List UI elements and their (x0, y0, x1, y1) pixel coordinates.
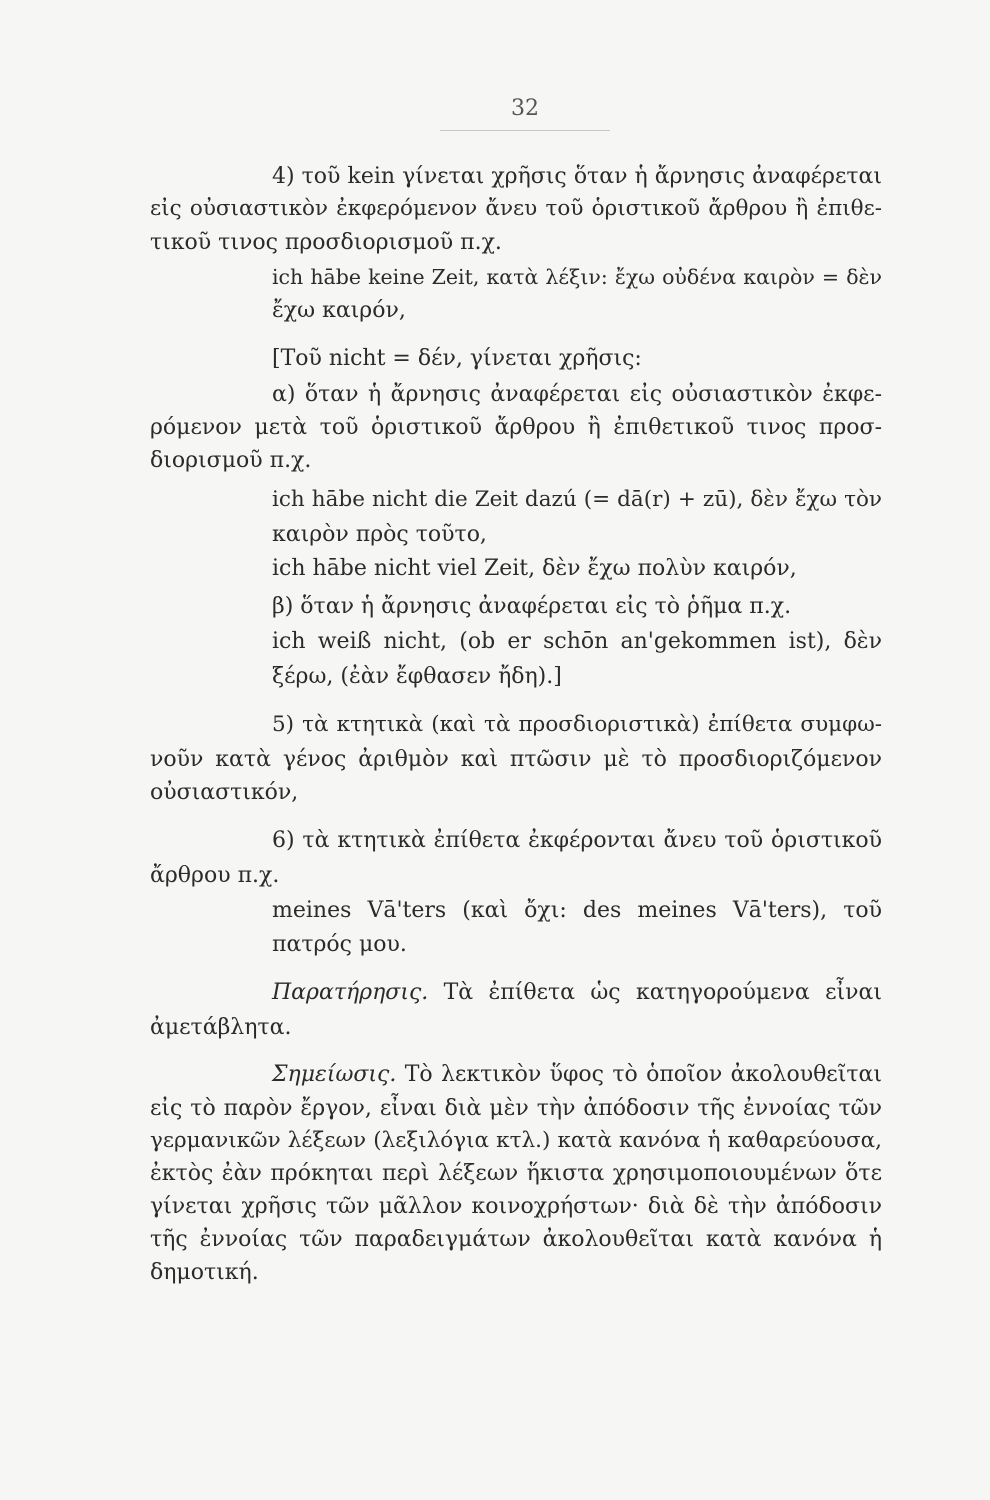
text-line: ich hābe keine Zeit, κατὰ λέξιν: ἔχω οὐδένα καιρὸν = δὲν (272, 265, 882, 289)
text-line: νοῦν κατὰ γένος ἀριθμὸν καὶ πτῶσιν μὲ τὸ προσδιοριζόμενον (150, 747, 882, 772)
text-line: β) ὅταν ἡ ἄρνησις ἀναφέρεται εἰς τὸ ῥῆμα π.χ. (272, 594, 792, 619)
text-line: ἄρθρου π.χ. (150, 863, 280, 888)
text-line: meines Vā'ters (καὶ ὄχι: des meines Vā'ters), τοῦ (272, 898, 882, 923)
text-line: Σημείωσις. Τὸ λεκτικὸν ὕφος τὸ ὁποῖον ἀκολουθεῖται (272, 1062, 882, 1087)
page-number: 32 (511, 96, 539, 121)
text-line: καιρὸν πρὸς τοῦτο, (272, 522, 487, 547)
text-line: τικοῦ τινος προσδιορισμοῦ π.χ. (150, 230, 502, 255)
text-line: ich weiß nicht, (ob er schōn an'gekommen ist), δὲν (272, 629, 882, 654)
remark-label: Παρατήρησις. (272, 980, 429, 1005)
text-line: α) ὅταν ἡ ἄρνησις ἀναφέρεται εἰς οὐσιαστικὸν ἐκφε- (272, 382, 882, 407)
text-line: ἀμετάβλητα. (150, 1015, 292, 1040)
text-line: δημοτική. (150, 1260, 259, 1285)
text-line: ich hābe nicht die Zeit dazú (= dā(r) + zū), δὲν ἔχω τὸν (272, 487, 882, 512)
text-line: γερμανικῶν λέξεων (λεξιλόγια κτλ.) κατὰ κανόνα ἡ καθαρεύουσα, (150, 1128, 882, 1153)
text-line: εἰς οὐσιαστικὸν ἐκφερόμενον ἄνευ τοῦ ὁριστικοῦ ἄρθρου ἢ ἐπιθε- (150, 196, 882, 221)
text-line: διορισμοῦ π.χ. (150, 448, 312, 473)
text-line: ρόμενον μετὰ τοῦ ὁριστικοῦ ἄρθρου ἢ ἐπιθετικοῦ τινος προσ- (150, 415, 882, 440)
text-line: 5) τὰ κτητικὰ (καὶ τὰ προσδιοριστικὰ) ἐπίθετα συμφω- (272, 712, 882, 737)
text-line: 4) τοῦ kein γίνεται χρῆσις ὅταν ἡ ἄρνησις ἀναφέρεται (272, 164, 882, 189)
text-line: Παρατήρησις. Τὰ ἐπίθετα ὡς κατηγορούμενα εἶναι (272, 980, 882, 1005)
text-line: οὐσιαστικόν, (150, 780, 299, 805)
header-rule (440, 130, 610, 131)
text-line: τῆς ἐννοίας τῶν παραδειγμάτων ἀκολουθεῖται κατὰ κανόνα ἡ (150, 1227, 882, 1252)
text-line: 6) τὰ κτητικὰ ἐπίθετα ἐκφέρονται ἄνευ τοῦ ὁριστικοῦ (272, 828, 882, 853)
text-line: εἰς τὸ παρὸν ἔργον, εἶναι διὰ μὲν τὴν ἀπόδοσιν τῆς ἐννοίας τῶν (150, 1096, 882, 1121)
note-label: Σημείωσις. (272, 1062, 397, 1087)
text-line: ξέρω, (ἐὰν ἔφθασεν ἤδη).] (272, 664, 562, 689)
text-line: ἔχω καιρόν, (272, 298, 406, 323)
text-line: ich hābe nicht viel Zeit, δὲν ἔχω πολὺν καιρόν, (272, 556, 797, 581)
text-line: ἐκτὸς ἐὰν πρόκηται περὶ λέξεων ἥκιστα χρησιμοποιουμένων ὅτε (150, 1161, 882, 1186)
text-line: [Τοῦ nicht = δέν, γίνεται χρῆσις: (272, 346, 642, 371)
text-line: πατρός μου. (272, 932, 407, 957)
text-line: γίνεται χρῆσις τῶν μᾶλλον κοινοχρήστων· διὰ δὲ τὴν ἀπόδοσιν (150, 1194, 882, 1219)
